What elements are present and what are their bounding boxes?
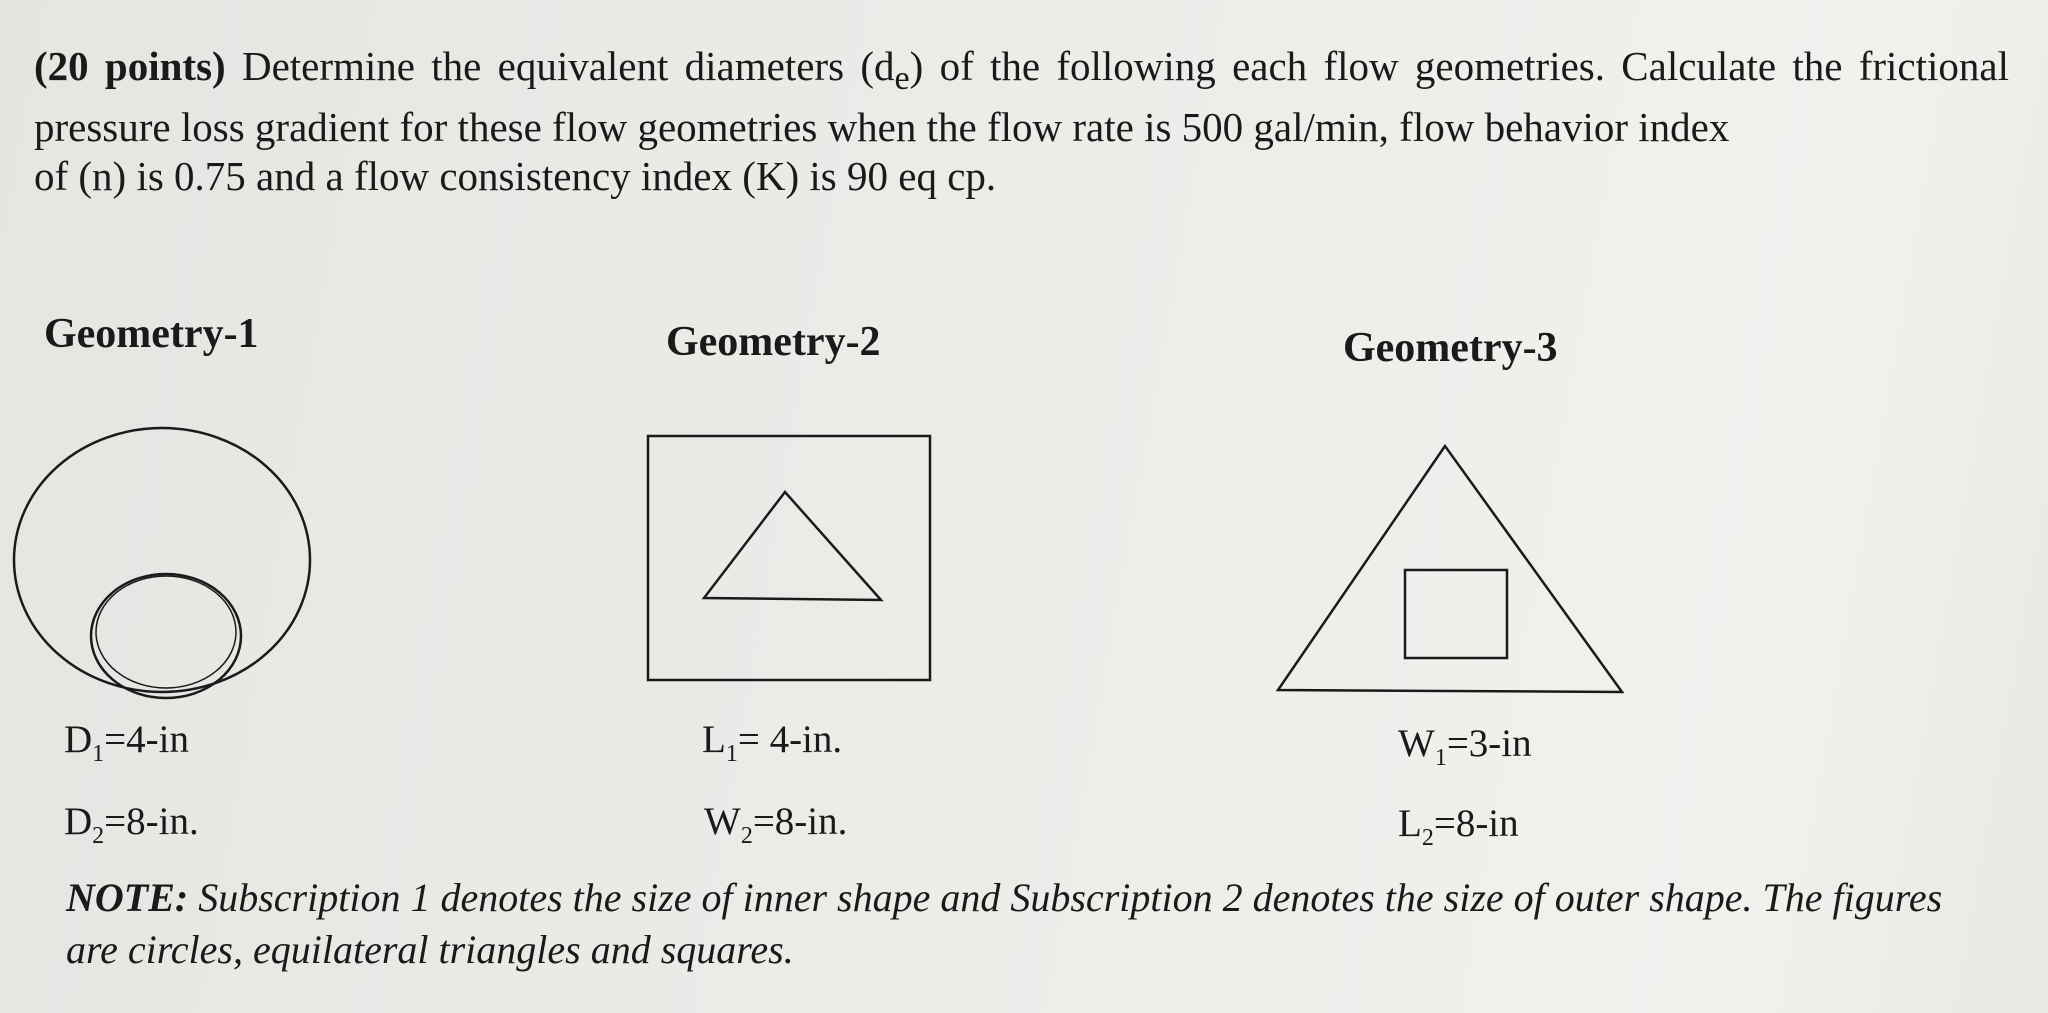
dim-subscript: 2 bbox=[740, 822, 753, 849]
dim-symbol: W bbox=[1398, 722, 1435, 765]
geometry-1-dim-1 bbox=[64, 718, 189, 776]
inner-circle-edge bbox=[96, 576, 236, 688]
geometry-3-dim-1 bbox=[1398, 722, 1532, 780]
geometry-1-figure bbox=[0, 420, 330, 720]
dim-symbol: L bbox=[702, 718, 726, 761]
geometry-3-dim-2 bbox=[1398, 802, 1519, 860]
problem-text-2: ) of the following each flow geometries. Calculate the frictional pressure loss gradient for these flow geometries when the flow rate is 500 gal/min, flow behavior index bbox=[34, 43, 2009, 151]
outer-circle bbox=[14, 428, 310, 692]
dim-value: = 4-in. bbox=[737, 718, 843, 761]
geometry-1-title: Geometry-1 bbox=[44, 311, 259, 357]
dim-value: =4-in bbox=[104, 718, 189, 761]
geometry-3-title: Geometry-3 bbox=[1343, 325, 1558, 371]
note-text: Subscription 1 denotes the size of inner shape and Subscription 2 denotes the size of outer shape. The figures are circles, equilateral triangles and squares. bbox=[66, 875, 1943, 972]
dim-value: =8-in. bbox=[104, 800, 199, 843]
inner-circle bbox=[91, 574, 241, 698]
geometry-1-dim-2 bbox=[64, 800, 199, 858]
dim-subscript: 1 bbox=[1434, 744, 1447, 771]
note bbox=[66, 872, 1966, 976]
dim-subscript: 2 bbox=[92, 822, 105, 849]
geometry-2-figure bbox=[640, 430, 940, 690]
dim-subscript: 1 bbox=[725, 740, 738, 767]
inner-square bbox=[1405, 570, 1507, 658]
note-label: NOTE: bbox=[66, 875, 189, 920]
points-label: (20 points) bbox=[34, 43, 226, 89]
dim-symbol: D bbox=[64, 800, 93, 843]
inner-triangle bbox=[704, 492, 881, 600]
problem-text-3: of (n) is 0.75 and a flow consistency index (K) is 90 eq cp. bbox=[34, 153, 997, 200]
geometry-2-dim-1 bbox=[702, 718, 842, 776]
dim-subscript: 2 bbox=[1421, 824, 1434, 851]
outer-square bbox=[648, 436, 930, 680]
problem-text-1: Determine the equivalent diameters (d bbox=[225, 43, 895, 89]
dim-value: =3-in bbox=[1446, 722, 1532, 765]
problem-statement bbox=[34, 42, 2009, 201]
dim-value: =8-in bbox=[1433, 802, 1519, 845]
dim-symbol: D bbox=[64, 718, 93, 761]
geometry-3-figure bbox=[1270, 440, 1630, 700]
dim-subscript: 1 bbox=[92, 740, 105, 767]
geometry-2-title: Geometry-2 bbox=[666, 319, 881, 365]
dim-symbol: W bbox=[704, 800, 741, 843]
dim-symbol: L bbox=[1398, 802, 1422, 845]
dim-value: =8-in. bbox=[752, 800, 848, 843]
de-subscript: e bbox=[894, 60, 910, 98]
geometry-2-dim-2 bbox=[704, 800, 847, 858]
